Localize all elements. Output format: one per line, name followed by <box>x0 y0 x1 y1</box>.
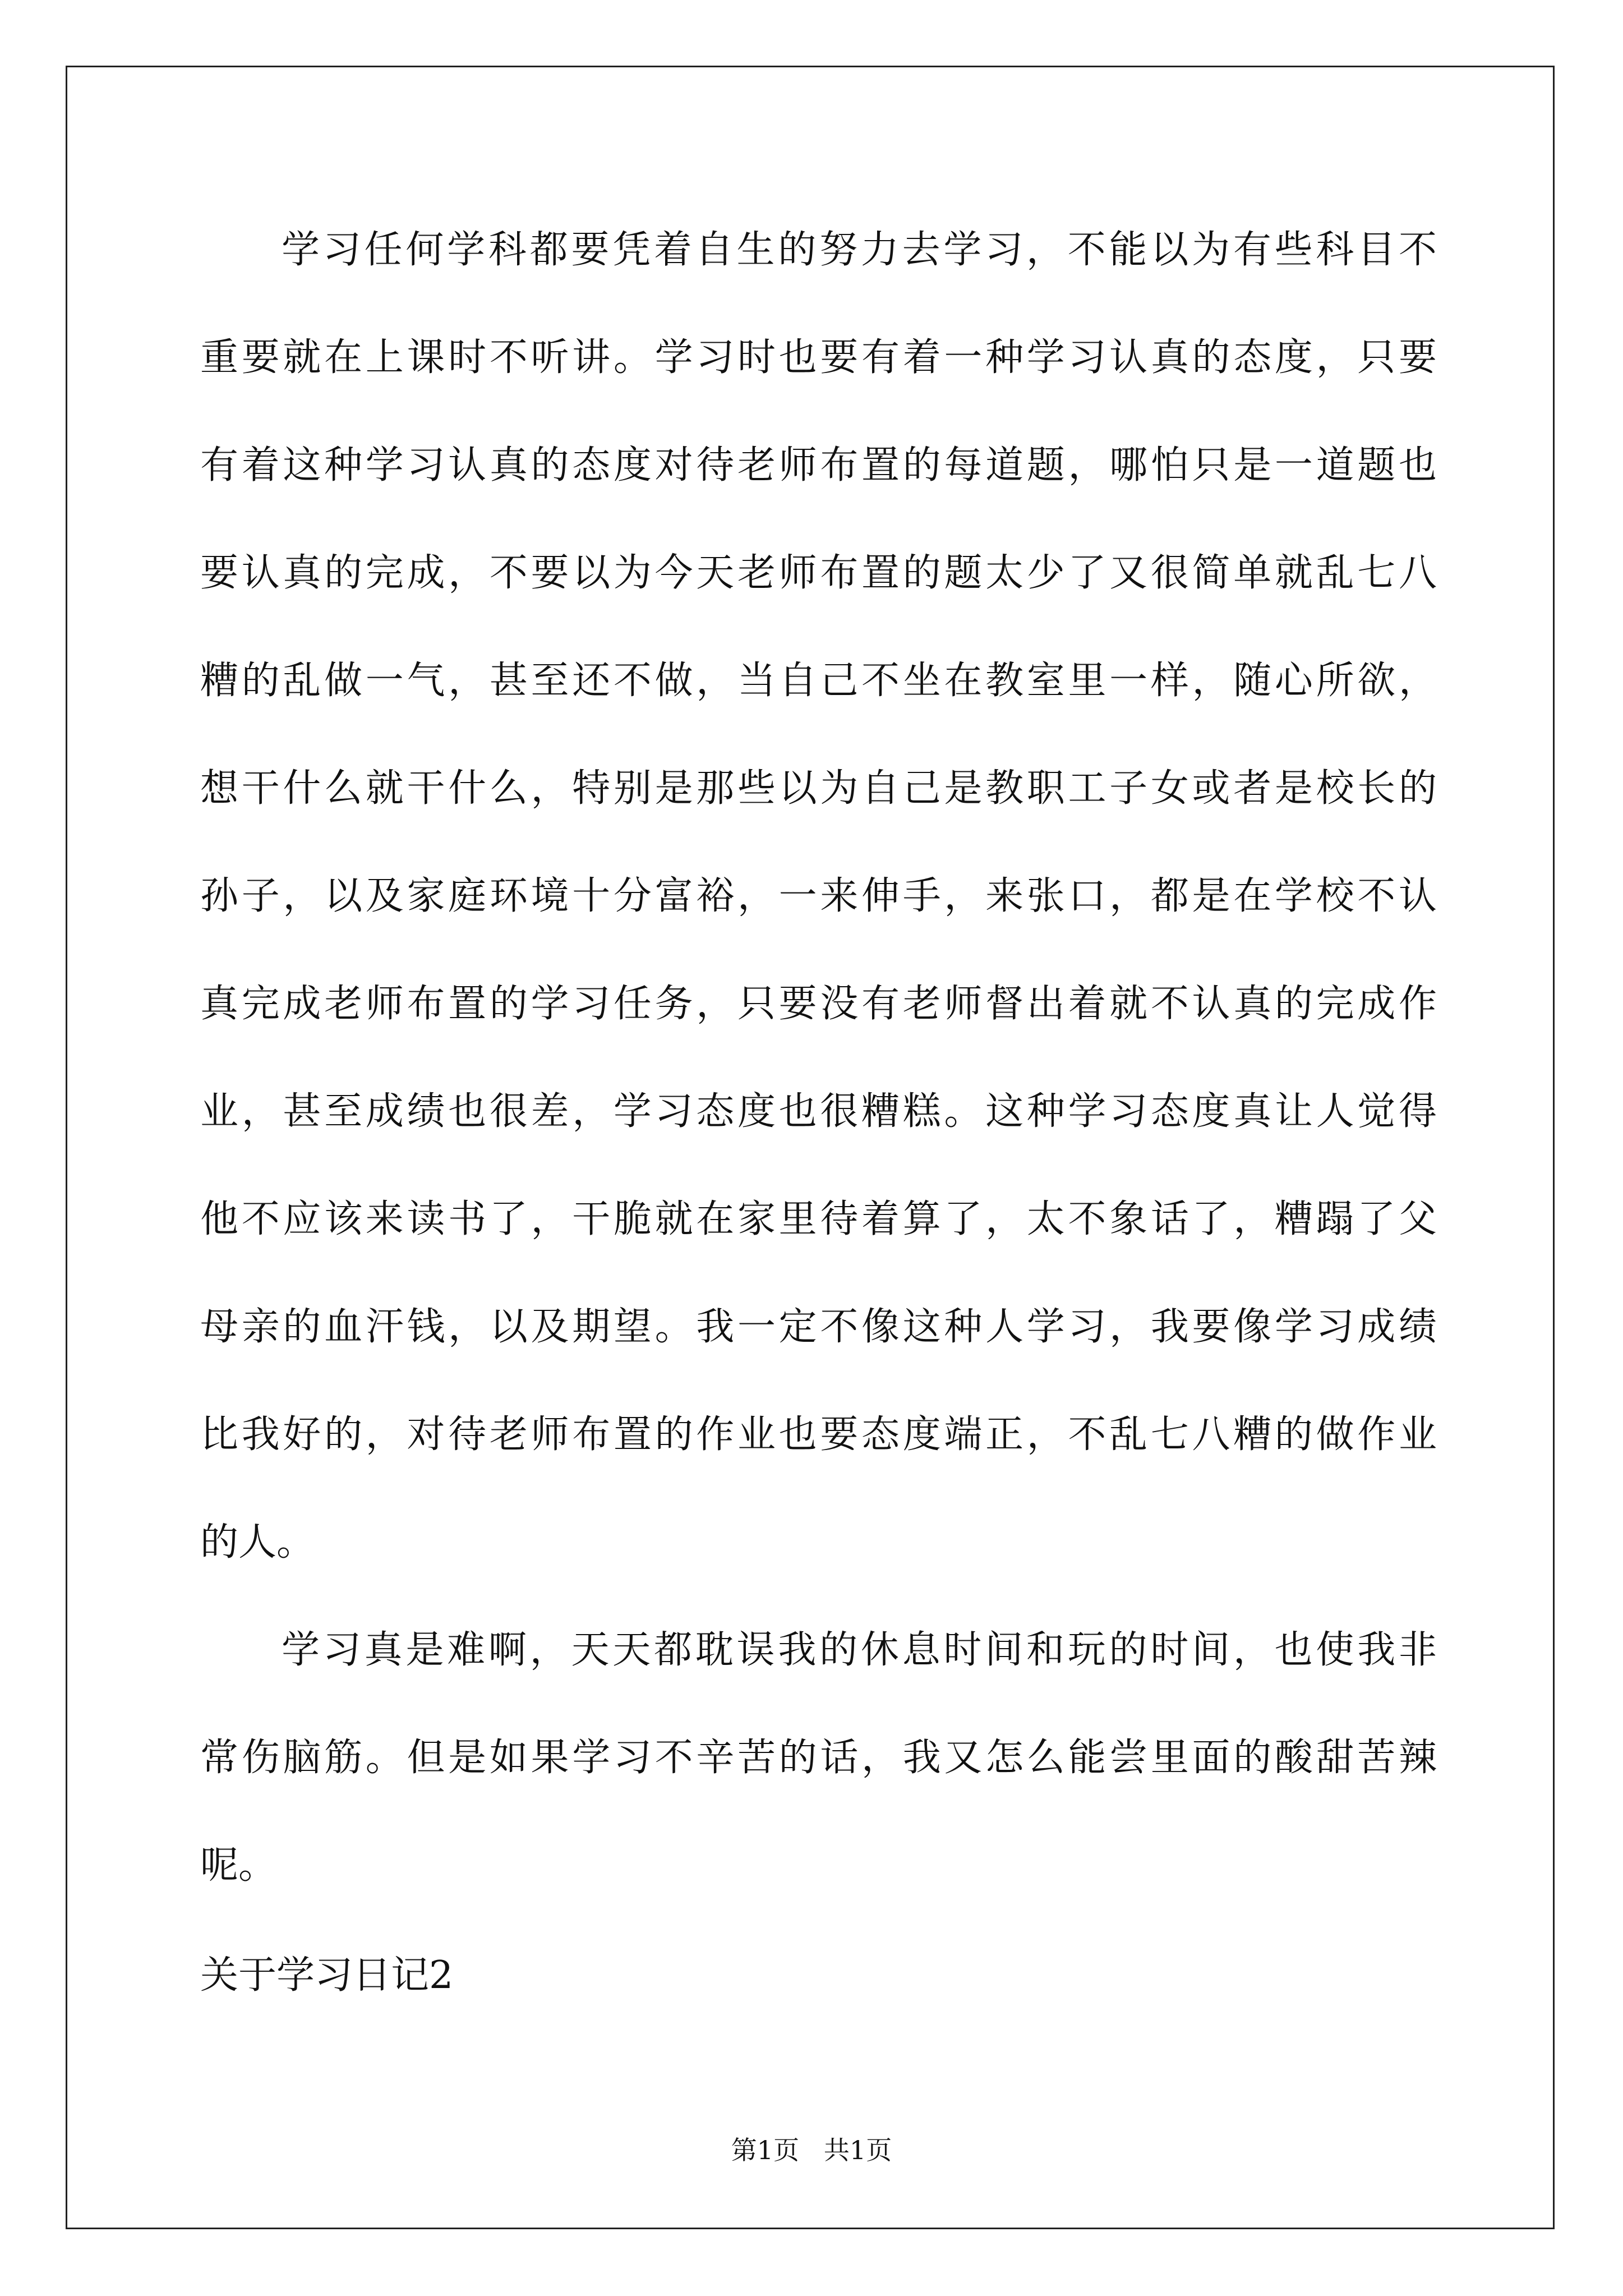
paragraph-1-line-3: 有着这种学习认真的态度对待老师布置的每道题，哪怕只是一道题也 <box>200 443 1437 487</box>
paragraph-1-line-6: 想干什么就干什么，特别是那些以为自己是教职工子女或者是校长的 <box>200 766 1437 811</box>
paragraph-2-line-2: 常伤脑筋。但是如果学习不辛苦的话，我又怎么能尝里面的酸甜苦辣 <box>200 1736 1437 1780</box>
paragraph-1-line-7: 孙子，以及家庭环境十分富裕，一来伸手，来张口，都是在学校不认 <box>200 874 1437 918</box>
section-heading: 关于学习日记2 <box>200 1953 454 1998</box>
paragraph-1-line-4: 要认真的完成，不要以为今天老师布置的题太少了又很简单就乱七八 <box>200 551 1437 595</box>
paragraph-1-line-9: 业，甚至成绩也很差，学习态度也很糟糕。这种学习态度真让人觉得 <box>200 1089 1437 1134</box>
paragraph-2-line-3: 呢。 <box>200 1843 277 1888</box>
paragraph-1-line-5: 糟的乱做一气，甚至还不做，当自己不坐在教室里一样，随心所欲， <box>200 659 1437 703</box>
paragraph-1-line-12: 比我好的，对待老师布置的作业也要态度端正，不乱七八糟的做作业 <box>200 1412 1437 1457</box>
paragraph-1-line-11: 母亲的血汗钱，以及期望。我一定不像这种人学习，我要像学习成绩 <box>200 1305 1437 1349</box>
paragraph-2-line-1: 学习真是难啊，天天都耽误我的休息时间和玩的时间，也使我非 <box>282 1628 1437 1672</box>
paragraph-1-line-8: 真完成老师布置的学习任务，只要没有老师督出着就不认真的完成作 <box>200 982 1437 1026</box>
paragraph-1-line-1: 学习任何学科都要凭着自生的努力去学习，不能以为有些科目不 <box>282 228 1437 272</box>
paragraph-1-line-10: 他不应该来读书了，干脆就在家里待着算了，太不象话了，糟蹋了父 <box>200 1197 1437 1241</box>
paragraph-1-line-2: 重要就在上课时不听讲。学习时也要有着一种学习认真的态度，只要 <box>200 335 1437 380</box>
page-number-footer: 第1页 共1页 <box>731 2135 892 2165</box>
paragraph-1-line-13: 的人。 <box>200 1520 315 1565</box>
